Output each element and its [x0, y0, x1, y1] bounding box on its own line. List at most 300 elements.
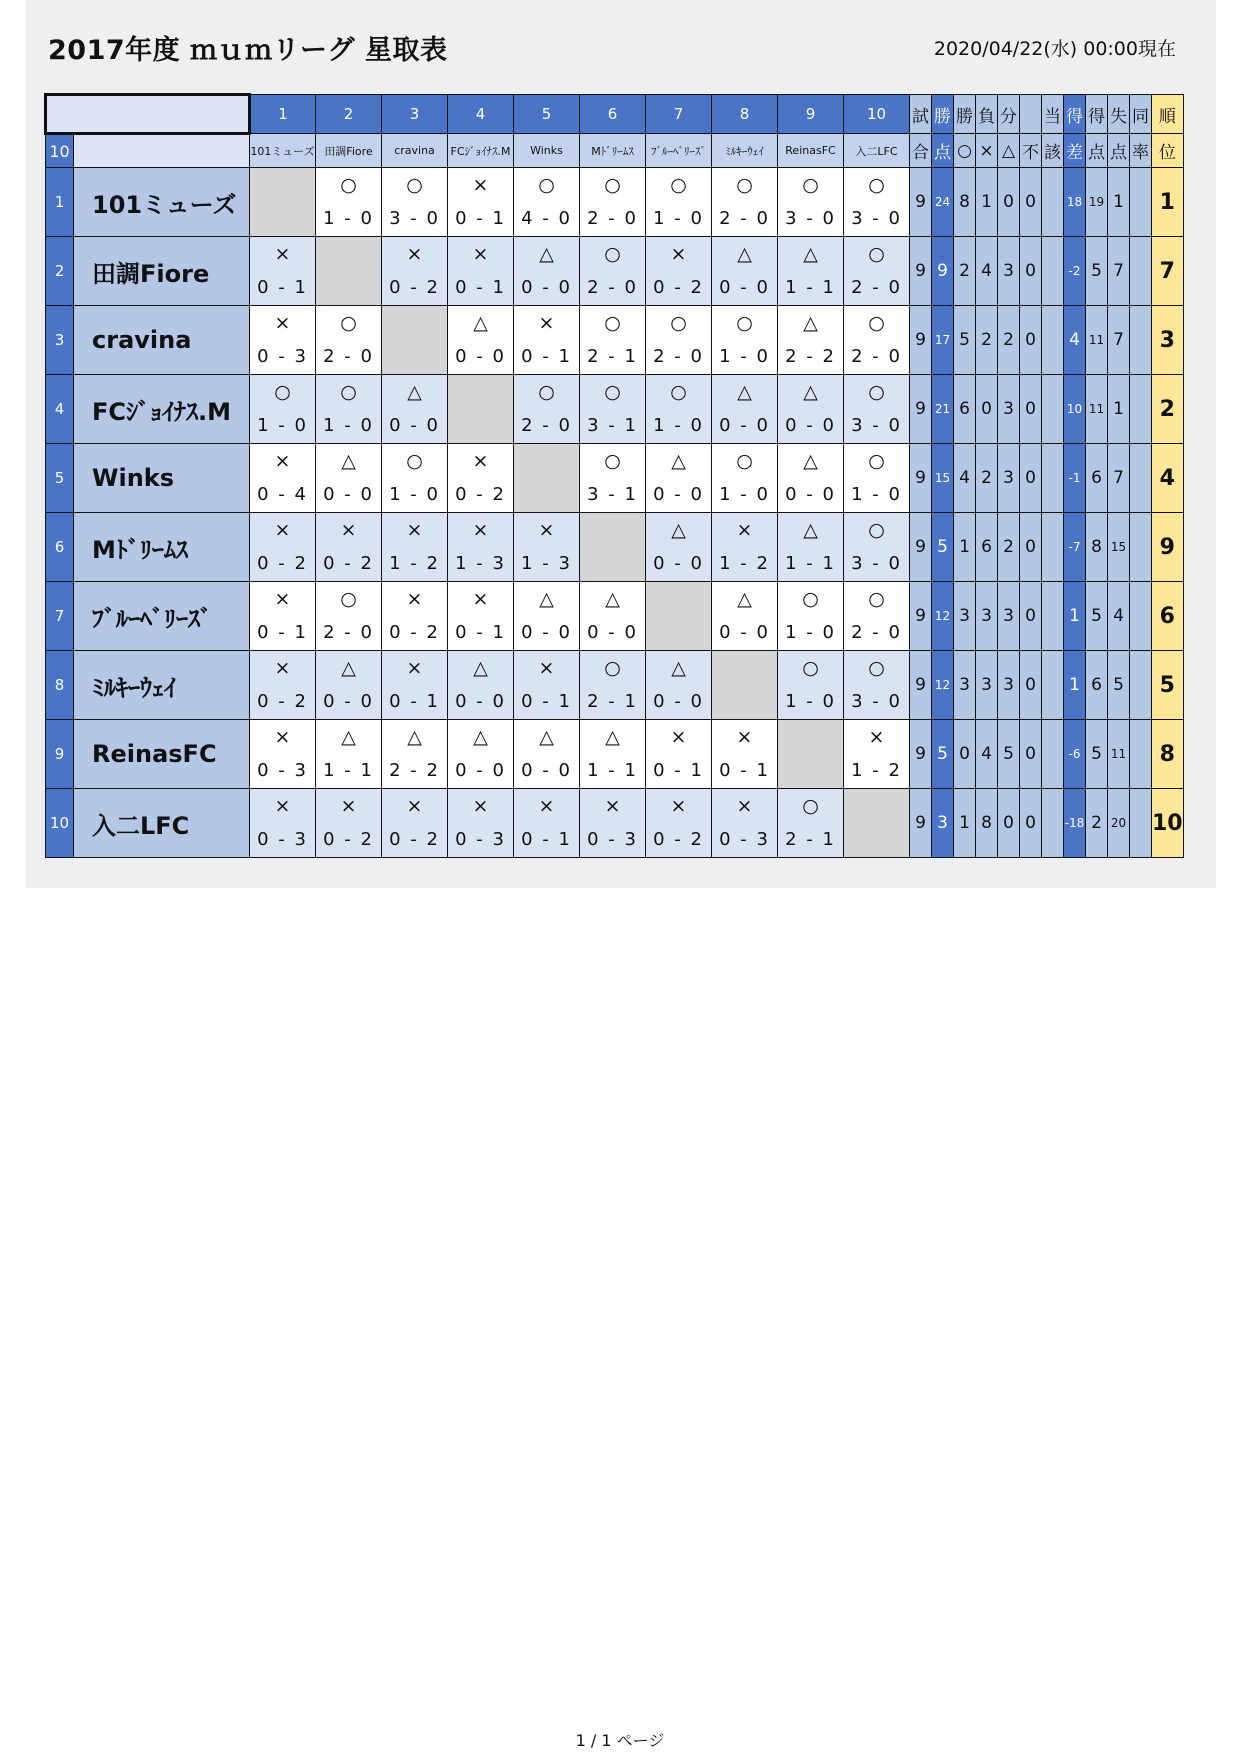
result-mark: × — [274, 450, 291, 472]
team-stat: 10 — [1064, 375, 1086, 444]
match-result — [514, 375, 579, 443]
team-name: Winks — [74, 444, 250, 513]
team-stat: 3 — [932, 789, 954, 858]
match-result-cell — [448, 168, 514, 237]
team-stat — [1042, 720, 1064, 789]
match-result — [778, 375, 843, 443]
team-stat: 0 — [1020, 444, 1042, 513]
result-mark: × — [868, 726, 885, 748]
result-score: 0 - 2 — [389, 829, 440, 850]
result-mark: × — [670, 795, 687, 817]
team-stat: 5 — [932, 720, 954, 789]
result-mark: ○ — [604, 174, 621, 196]
match-result-cell — [316, 582, 382, 651]
match-result — [778, 513, 843, 581]
team-stat: 5 — [998, 720, 1020, 789]
match-result — [844, 375, 909, 443]
result-mark: ○ — [868, 657, 885, 679]
stat-header-top: 勝 — [932, 95, 954, 134]
match-result-cell — [316, 720, 382, 789]
result-score: 2 - 1 — [587, 691, 638, 712]
match-result — [514, 789, 579, 857]
team-stat: 9 — [910, 720, 932, 789]
page-footer: 1 / 1 ページ — [575, 1731, 665, 1750]
result-score: 0 - 1 — [389, 691, 440, 712]
team-row — [46, 513, 1184, 582]
result-mark: × — [538, 312, 555, 334]
team-stat: -18 — [1064, 789, 1086, 858]
team-stat: 5 — [932, 513, 954, 582]
match-result — [712, 513, 777, 581]
result-score: 0 - 0 — [719, 277, 770, 298]
result-mark: △ — [605, 726, 620, 748]
team-stat: 1 — [954, 789, 976, 858]
team-stat: 7 — [1108, 306, 1130, 375]
match-result-cell — [844, 168, 910, 237]
match-result-cell — [580, 651, 646, 720]
team-stat: 2 — [976, 306, 998, 375]
match-result-cell — [580, 444, 646, 513]
stat-header-top: 試 — [910, 95, 932, 134]
match-result-cell — [646, 306, 712, 375]
result-mark: × — [340, 795, 357, 817]
team-stat: 6 — [954, 375, 976, 444]
team-stat: 2 — [1086, 789, 1108, 858]
team-stat — [1130, 306, 1152, 375]
column-team-name: ﾌﾞﾙｰﾍﾞﾘｰｽﾞ — [646, 134, 712, 168]
team-stat: 1 — [1108, 375, 1130, 444]
team-number: 1 — [46, 168, 74, 237]
match-result — [712, 375, 777, 443]
result-mark: ○ — [604, 381, 621, 403]
team-stat: 3 — [998, 237, 1020, 306]
result-score: 1 - 2 — [851, 760, 902, 781]
self-match-cell — [712, 651, 778, 720]
result-mark: ○ — [604, 312, 621, 334]
team-stat: 5 — [1086, 582, 1108, 651]
team-stat: 0 — [1020, 720, 1042, 789]
team-number: 8 — [46, 651, 74, 720]
self-match-cell — [580, 513, 646, 582]
match-result — [382, 651, 447, 719]
team-name: 田調Fiore — [74, 237, 250, 306]
result-mark: ○ — [868, 588, 885, 610]
team-stat: 9 — [910, 444, 932, 513]
team-stat: 19 — [1086, 168, 1108, 237]
match-result-cell — [448, 306, 514, 375]
team-stat — [1042, 582, 1064, 651]
team-stat: 15 — [1108, 513, 1130, 582]
team-stat — [1130, 789, 1152, 858]
result-score: 0 - 2 — [653, 829, 704, 850]
result-mark: ○ — [340, 174, 357, 196]
result-mark: △ — [407, 381, 422, 403]
result-mark: △ — [671, 657, 686, 679]
team-stat: 0 — [1020, 651, 1042, 720]
match-result — [514, 651, 579, 719]
stat-header-bottom: 合 — [910, 134, 932, 168]
result-score: 1 - 0 — [785, 622, 836, 643]
team-number: 9 — [46, 720, 74, 789]
match-result — [514, 582, 579, 650]
match-result — [580, 720, 645, 788]
match-result-cell — [316, 306, 382, 375]
result-mark: × — [406, 588, 423, 610]
team-stat: -6 — [1064, 720, 1086, 789]
result-mark: × — [736, 795, 753, 817]
result-score: 0 - 0 — [653, 553, 704, 574]
result-score: 0 - 2 — [323, 553, 374, 574]
self-match-cell — [448, 375, 514, 444]
result-score: 1 - 0 — [257, 415, 308, 436]
team-stat: 3 — [998, 651, 1020, 720]
match-result-cell — [514, 789, 580, 858]
match-result — [382, 237, 447, 305]
result-mark: ○ — [406, 174, 423, 196]
result-mark: × — [406, 657, 423, 679]
match-result-cell — [250, 513, 316, 582]
team-name: ﾌﾞﾙｰﾍﾞﾘｰｽﾞ — [74, 582, 250, 651]
stat-header-bottom: 差 — [1064, 134, 1086, 168]
match-result-cell — [844, 651, 910, 720]
team-count: 10 — [46, 134, 74, 168]
match-result — [646, 651, 711, 719]
result-score: 0 - 1 — [257, 622, 308, 643]
match-result-cell — [316, 789, 382, 858]
result-score: 0 - 0 — [719, 415, 770, 436]
team-stat: 9 — [1152, 513, 1184, 582]
match-result — [646, 375, 711, 443]
result-mark: ○ — [868, 243, 885, 265]
result-mark: △ — [473, 657, 488, 679]
team-number: 6 — [46, 513, 74, 582]
team-stat: 2 — [954, 237, 976, 306]
result-score: 0 - 2 — [653, 277, 704, 298]
result-mark: × — [406, 795, 423, 817]
match-result — [250, 237, 315, 305]
result-score: 0 - 1 — [455, 208, 506, 229]
result-score: 0 - 3 — [587, 829, 638, 850]
team-stat: 4 — [954, 444, 976, 513]
team-stat: 4 — [1108, 582, 1130, 651]
match-result — [844, 444, 909, 512]
match-result-cell — [514, 237, 580, 306]
self-match-cell — [382, 306, 448, 375]
self-match-cell — [778, 720, 844, 789]
team-stat: 10 — [1152, 789, 1184, 858]
result-score: 0 - 2 — [257, 691, 308, 712]
team-stat: 6 — [1086, 651, 1108, 720]
result-score: 2 - 0 — [719, 208, 770, 229]
match-result-cell — [580, 375, 646, 444]
team-stat: 1 — [1064, 582, 1086, 651]
match-result-cell — [778, 444, 844, 513]
team-stat — [1042, 444, 1064, 513]
stat-header-top: 順 — [1152, 95, 1184, 134]
team-stat: 3 — [998, 582, 1020, 651]
match-result — [250, 375, 315, 443]
match-result — [778, 789, 843, 857]
stat-header-bottom: 点 — [932, 134, 954, 168]
match-result — [778, 168, 843, 236]
result-score: 0 - 2 — [257, 553, 308, 574]
match-result — [316, 168, 381, 236]
team-stat — [1130, 513, 1152, 582]
result-mark: × — [472, 450, 489, 472]
column-number: 1 — [250, 95, 316, 134]
match-result-cell — [580, 306, 646, 375]
team-stat: 2 — [998, 306, 1020, 375]
team-stat: 9 — [932, 237, 954, 306]
stat-header-top — [1020, 95, 1042, 134]
result-score: 1 - 1 — [323, 760, 374, 781]
team-stat — [1130, 720, 1152, 789]
team-stat: 9 — [910, 651, 932, 720]
result-mark: ○ — [670, 312, 687, 334]
result-score: 0 - 0 — [521, 622, 572, 643]
self-match-cell — [250, 168, 316, 237]
team-stat — [1042, 306, 1064, 375]
result-mark: ○ — [736, 174, 753, 196]
team-stat: 0 — [1020, 513, 1042, 582]
result-score: 0 - 3 — [719, 829, 770, 850]
result-mark: △ — [605, 588, 620, 610]
result-score: 1 - 0 — [653, 415, 704, 436]
match-result-cell — [844, 306, 910, 375]
match-result-cell — [316, 375, 382, 444]
team-number: 4 — [46, 375, 74, 444]
team-stat: 18 — [1064, 168, 1086, 237]
match-result-cell — [778, 513, 844, 582]
match-result-cell — [382, 168, 448, 237]
team-stat: 4 — [976, 720, 998, 789]
match-result — [250, 306, 315, 374]
match-result-cell — [778, 168, 844, 237]
result-score: 2 - 0 — [323, 346, 374, 367]
self-match-cell — [316, 237, 382, 306]
team-stat: 9 — [910, 306, 932, 375]
result-score: 3 - 0 — [389, 208, 440, 229]
column-team-name: 101ミューズ — [250, 134, 316, 168]
team-stat — [1042, 375, 1064, 444]
result-score: 0 - 1 — [455, 277, 506, 298]
result-score: 1 - 3 — [455, 553, 506, 574]
match-result-cell — [250, 720, 316, 789]
result-mark: △ — [803, 381, 818, 403]
match-result — [448, 237, 513, 305]
team-stat: 24 — [932, 168, 954, 237]
stat-header-bottom: 該 — [1042, 134, 1064, 168]
result-score: 0 - 0 — [785, 484, 836, 505]
match-result-cell — [580, 168, 646, 237]
team-name: 101ミューズ — [74, 168, 250, 237]
match-result — [712, 306, 777, 374]
result-score: 1 - 0 — [719, 346, 770, 367]
result-mark: × — [538, 519, 555, 541]
result-mark: △ — [539, 726, 554, 748]
match-result-cell — [448, 444, 514, 513]
match-result — [580, 582, 645, 650]
result-mark: × — [538, 657, 555, 679]
result-mark: ○ — [670, 174, 687, 196]
result-mark: × — [472, 588, 489, 610]
result-score: 2 - 2 — [389, 760, 440, 781]
result-score: 1 - 0 — [653, 208, 704, 229]
result-score: 0 - 0 — [323, 484, 374, 505]
column-number: 4 — [448, 95, 514, 134]
team-number: 7 — [46, 582, 74, 651]
result-score: 0 - 1 — [719, 760, 770, 781]
stat-header-top: 得 — [1064, 95, 1086, 134]
team-name: cravina — [74, 306, 250, 375]
team-stat: 3 — [1152, 306, 1184, 375]
match-result-cell — [382, 720, 448, 789]
match-result-cell — [250, 789, 316, 858]
match-result-cell — [382, 513, 448, 582]
match-result — [712, 789, 777, 857]
match-result-cell — [712, 720, 778, 789]
result-mark: × — [406, 519, 423, 541]
result-mark: △ — [539, 588, 554, 610]
result-score: 1 - 0 — [719, 484, 770, 505]
match-result-cell — [382, 237, 448, 306]
match-result — [844, 720, 909, 788]
team-stat: 0 — [1020, 582, 1042, 651]
team-row — [46, 789, 1184, 858]
result-mark: × — [406, 243, 423, 265]
result-score: 0 - 3 — [257, 760, 308, 781]
match-result-cell — [712, 168, 778, 237]
team-row — [46, 306, 1184, 375]
team-stat — [1130, 375, 1152, 444]
result-score: 2 - 2 — [785, 346, 836, 367]
result-mark: ○ — [670, 381, 687, 403]
standings-table — [44, 93, 1184, 858]
team-stat: 1 — [1064, 651, 1086, 720]
match-result-cell — [250, 582, 316, 651]
match-result-cell — [514, 168, 580, 237]
result-mark: ○ — [604, 657, 621, 679]
result-score: 1 - 2 — [389, 553, 440, 574]
column-number: 8 — [712, 95, 778, 134]
match-result-cell — [382, 444, 448, 513]
result-mark: △ — [803, 519, 818, 541]
result-mark: ○ — [736, 450, 753, 472]
team-stat: 3 — [998, 375, 1020, 444]
match-result-cell — [382, 582, 448, 651]
match-result-cell — [580, 789, 646, 858]
result-mark: △ — [671, 519, 686, 541]
team-row — [46, 582, 1184, 651]
team-name: FCｼﾞｮｲﾅｽ.M — [74, 375, 250, 444]
match-result-cell — [316, 513, 382, 582]
match-result — [382, 168, 447, 236]
result-score: 2 - 0 — [323, 622, 374, 643]
result-mark: × — [274, 726, 291, 748]
stat-header-bottom: ○ — [954, 134, 976, 168]
stat-header-top: 勝 — [954, 95, 976, 134]
match-result — [646, 444, 711, 512]
team-stat: 6 — [976, 513, 998, 582]
team-stat: 0 — [1020, 237, 1042, 306]
result-mark: △ — [473, 312, 488, 334]
team-stat: 5 — [1086, 237, 1108, 306]
match-result — [316, 720, 381, 788]
self-match-cell — [514, 444, 580, 513]
team-stat: 1 — [1152, 168, 1184, 237]
match-result — [580, 651, 645, 719]
team-number: 2 — [46, 237, 74, 306]
match-result — [580, 789, 645, 857]
result-score: 0 - 3 — [257, 346, 308, 367]
result-mark: × — [670, 726, 687, 748]
team-stat: 7 — [1108, 444, 1130, 513]
result-mark: ○ — [604, 450, 621, 472]
team-stat: 9 — [910, 237, 932, 306]
match-result-cell — [250, 306, 316, 375]
match-result — [580, 444, 645, 512]
result-mark: × — [736, 519, 753, 541]
match-result-cell — [382, 789, 448, 858]
column-number: 6 — [580, 95, 646, 134]
match-result — [448, 789, 513, 857]
match-result — [250, 513, 315, 581]
team-number: 10 — [46, 789, 74, 858]
match-result — [382, 444, 447, 512]
match-result — [646, 168, 711, 236]
result-mark: △ — [407, 726, 422, 748]
match-result-cell — [514, 306, 580, 375]
team-stat: 11 — [1086, 306, 1108, 375]
result-mark: ○ — [340, 588, 357, 610]
result-mark: ○ — [538, 174, 555, 196]
team-stat: 5 — [1108, 651, 1130, 720]
match-result-cell — [844, 582, 910, 651]
result-score: 0 - 1 — [653, 760, 704, 781]
result-score: 0 - 0 — [521, 277, 572, 298]
match-result-cell — [448, 237, 514, 306]
team-stat: 3 — [976, 582, 998, 651]
match-result — [844, 651, 909, 719]
team-stat: 5 — [1086, 720, 1108, 789]
match-result — [712, 237, 777, 305]
match-result — [448, 168, 513, 236]
team-stat: 8 — [954, 168, 976, 237]
result-score: 0 - 4 — [257, 484, 308, 505]
team-stat: 0 — [976, 375, 998, 444]
stat-header-bottom: △ — [998, 134, 1020, 168]
result-score: 0 - 3 — [257, 829, 308, 850]
team-stat: 1 — [1108, 168, 1130, 237]
result-mark: ○ — [406, 450, 423, 472]
match-result-cell — [778, 582, 844, 651]
result-mark: △ — [803, 450, 818, 472]
result-mark: ○ — [802, 795, 819, 817]
result-score: 1 - 1 — [785, 553, 836, 574]
result-score: 0 - 3 — [455, 829, 506, 850]
match-result — [712, 444, 777, 512]
result-mark: ○ — [802, 174, 819, 196]
match-result — [448, 444, 513, 512]
result-mark: × — [274, 312, 291, 334]
match-result-cell — [580, 720, 646, 789]
match-result — [316, 306, 381, 374]
match-result — [778, 237, 843, 305]
match-result — [844, 513, 909, 581]
team-stat: 5 — [954, 306, 976, 375]
result-score: 2 - 0 — [521, 415, 572, 436]
team-stat — [1042, 651, 1064, 720]
